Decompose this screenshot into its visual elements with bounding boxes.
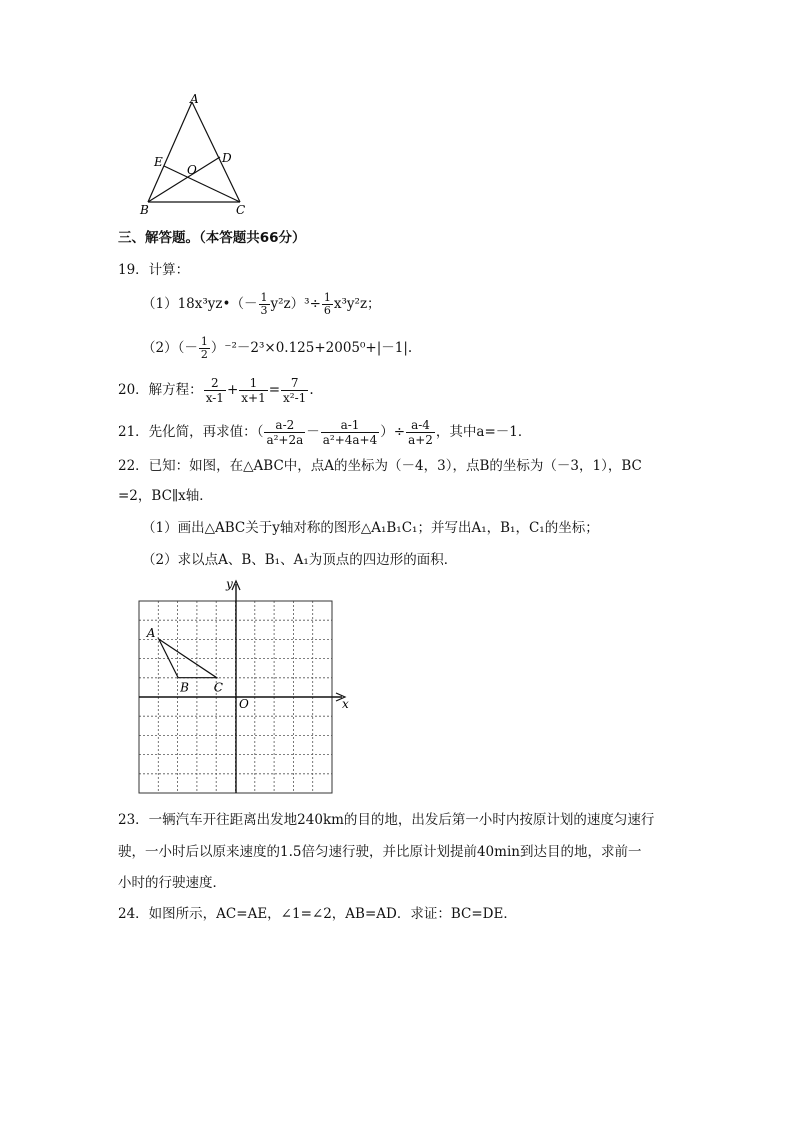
q19-part2: （2）（－ $\frac{1}{2}$ ）⁻²－2³×0.125+2005⁰+|－1|. <box>142 335 413 361</box>
coordinate-grid <box>130 576 360 798</box>
q19-head: 19．计算： <box>118 262 190 278</box>
y-axis-label: y <box>226 577 233 591</box>
label-c: C <box>236 203 246 217</box>
section-title: 三、解答题。（本答题共66分） <box>118 230 306 246</box>
label-b: B <box>140 203 149 217</box>
label-d: D <box>222 151 232 165</box>
point-c-label: C <box>213 680 223 695</box>
q20: 20．解方程： $\frac{2}{x-1}$ + $\frac{1}{x+1}$ = $\frac{7}{\text{x²-1}}$ . <box>118 376 314 405</box>
q23-line2: 驶，一小时后以原来速度的1.5倍匀速行驶，并比原计划提前40min到达目的地，求前一 <box>118 844 642 860</box>
q23-line3: 小时的行驶速度． <box>118 875 226 891</box>
q19-part1: （1）18x³yz•（－ $\frac{1}{3}$ y²z）³÷ $\frac{1}{6}$ x³y²z； <box>142 291 381 317</box>
q24: 24．如图所示，AC=AE，∠1=∠2，AB=AD．求证：BC=DE． <box>118 906 517 922</box>
label-o: O <box>187 163 197 177</box>
q23-line1: 23．一辆汽车开往距离出发地240km的目的地，出发后第一小时内按原计划的速度匀速行 <box>118 812 655 828</box>
q21: 21．先化简，再求值：（ $\frac{a-2}{\text{a²+2a}}$ － $\frac{a-1}{\text{a²+4a+4}}$ ）÷ $\frac{a-4}{a+2}$ ，其中a=－1． <box>118 418 532 447</box>
point-a-label: A <box>146 626 156 641</box>
q22-part2: （2）求以点A、B、B₁、A₁为顶点的四边形的面积． <box>142 552 458 568</box>
origin-label: O <box>239 697 249 711</box>
triangle-figure <box>130 92 260 222</box>
q22-line2: =2，BC∥x轴． <box>118 488 213 504</box>
point-b-label: B <box>180 680 189 695</box>
label-a: A <box>190 92 199 106</box>
x-axis-label: x <box>342 697 349 711</box>
q22-line1: 22．已知：如图，在△ABC中，点A的坐标为（－4，3），点B的坐标为（－3，1），BC <box>118 458 642 474</box>
q22-part1: （1）画出△ABC关于y轴对称的图形△A₁B₁C₁；并写出A₁，B₁，C₁的坐标； <box>142 520 599 536</box>
label-e: E <box>154 155 163 169</box>
